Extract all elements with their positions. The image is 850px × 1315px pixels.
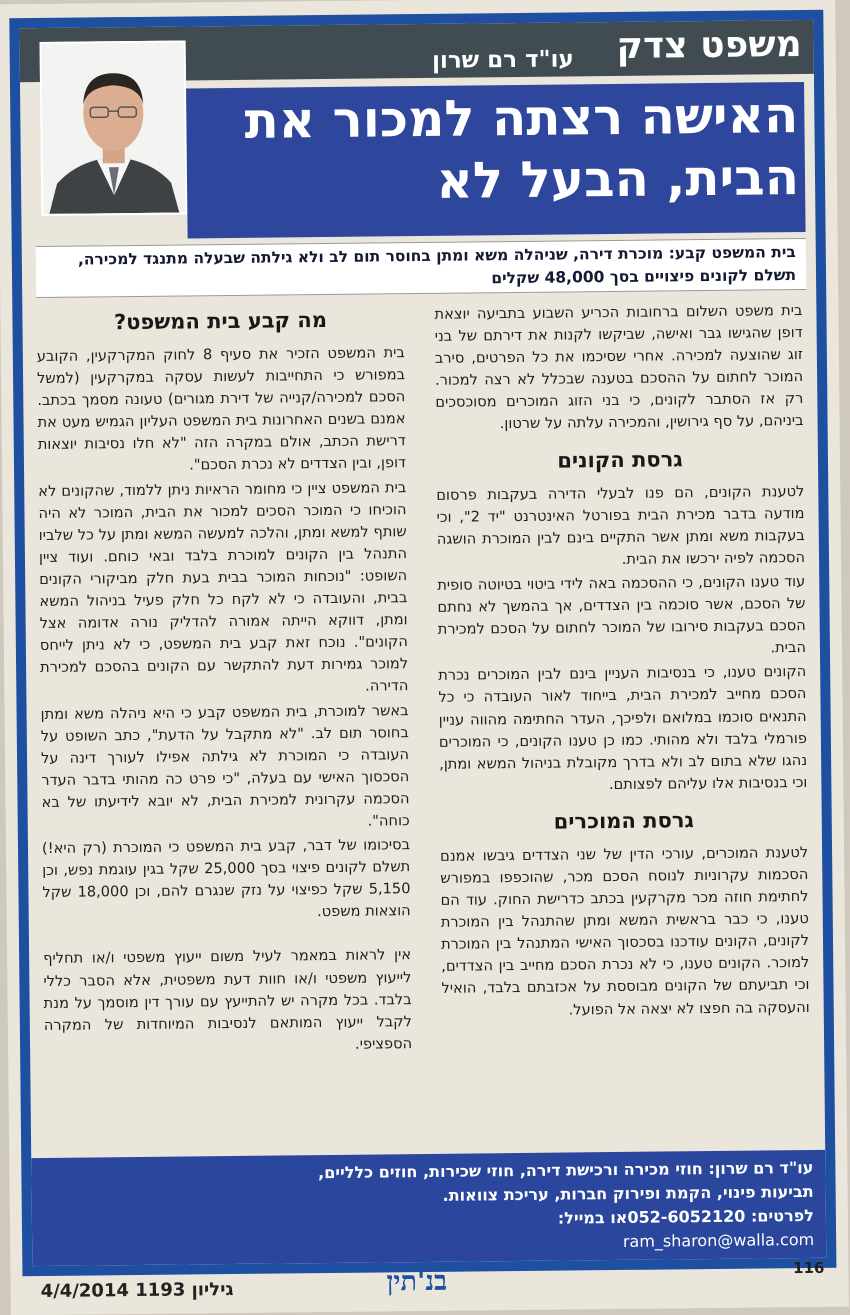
subheadline-box	[36, 238, 807, 298]
buyers-paragraph-1: לטענת הקונים, הם פנו לבעלי הדירה בעקבות פרסום מודעה בדבר מכירת הבית בפורטל האינטרנט "יד 2", וכי בעקבות משא ומתן אשר התקיים בינם לבין המוכרת הושגה הסכמה לפיה ירכשו את הבית.	[436, 481, 805, 573]
ruling-paragraph-1: בית המשפט הזכיר את סעיף 8 לחוק המקרקעין, הקובע במפורש כי התחייבות לעשות עסקה במקרקעין (למשל הסכם למכירה/קנייה של דירת מגורים) טעונה מסמך בכתב. אמנם בשנים האחרונות בית המשפט העליון הגמיש מעט את דרישת הכתב, אולם במקרה הזה "לא חלו נסיבות יוצאות דופן, ובין הצדדים לא נכרת הסכם".	[37, 342, 406, 478]
ruling-paragraph-4: בסיכומו של דבר, קבע בית המשפט כי המוכרת (רק היא!) תשלם לקונים פיצוי בסך 25,000 שקל בגין עוגמת נפש, וכן 5,150 שקל כפיצוי על נזק שנגרם להם, וכן 18,000 שקל הוצאות משפט.	[42, 834, 411, 926]
issue-date: גיליון 1193 4/4/2014	[41, 1279, 234, 1302]
services-line-1: עו"ד רם שרון: חוזי מכירה ורכישת דירה, חוזי שכירות, חוזים כלליים,	[43, 1156, 813, 1188]
column-title: משפט צדק	[616, 22, 802, 70]
article-headline: האישה רצתה למכור את הבית, הבעל לא	[198, 84, 799, 214]
article-body	[19, 20, 826, 1266]
sellers-version-heading: גרסת המוכרים	[440, 804, 808, 838]
author-portrait-image	[42, 42, 186, 213]
or-email-label: או במייל:	[558, 1208, 628, 1228]
contact-email: ram_sharon@walla.com	[623, 1230, 814, 1251]
right-column	[434, 300, 810, 1024]
contact-footer	[31, 1150, 826, 1266]
headline-banner	[186, 82, 806, 238]
article-frame	[9, 10, 836, 1276]
contact-phone: 052-6052120	[627, 1207, 745, 1227]
details-label: לפרטים:	[751, 1206, 814, 1226]
column-author: עו"ד רם שרון	[432, 44, 574, 75]
buyers-version-heading: גרסת הקונים	[436, 443, 804, 477]
page-number: 116	[793, 1259, 824, 1277]
court-ruling-heading: מה קבע בית המשפט?	[36, 304, 404, 338]
services-line-2: תביעות פינוי, הקמת ופירוק חברות, עריכת צוואות.	[44, 1180, 814, 1212]
intro-paragraph: בית משפט השלום ברחובות הכריע השבוע בתביעה יוצאת דופן שהגישו גבר ואישה, שביקשו לקנות את דירתם של בני זוג שהוצעה למכירה. אחרי שסיכמו את כל הפרטים, סירב המוכר לחתום על ההסכם בטענה שבכלל לא רצה למכור. רק אז הסתבר לקונים, כי בני הזוג המוכרים מסוכסכים ביניהם, על סף גירושין, והמכירה עלתה על שרטון.	[434, 300, 803, 436]
ruling-paragraph-3: באשר למוכרת, בית המשפט קבע כי היא ניהלה משא ומתן בחוסר תום לב. "לא מתקבל על הדעת", כתב השופט על העובדה כי המוכרת לא גילתה אפילו לעורך דינה על הסכסוך האישי עם בעלה, "כי פרט כה מהותי בדבר העדר הסכמה עקרונית למכירת הבית, לא יובא לידיעתו של בא כוחה".	[40, 700, 409, 836]
buyers-paragraph-3: הקונים טענו, כי בנסיבות העניין בינם לבין המוכרים נכרת הסכם מחייב למכירת הבית, בייחוד לאור העובדה כי כל התנאים סוכמו במלואם ולפיכך, העדר החתימה מהווה עניין פורמלי בלבד ולא מהותי. כמו כן טענו הקונים, כי המוכרים נהגו שלא בתום לב ולא בדרך מקובלת בניהול המשא ומתן, וכי בנסיבות אלו עליהם לפצותם.	[438, 661, 807, 797]
legal-disclaimer: אין לראות במאמר לעיל משום ייעוץ משפטי ו/או תחליף לייעוץ משפטי ו/או חוות דעת משפטית, אלא הסבר כללי בלבד. בכל מקרה יש להתייעץ עם עורך דין מוסמך על מנת לקבל ייעוץ המותאם לנסיבות המיוחדות של המקרה הספציפי.	[43, 945, 412, 1059]
ruling-paragraph-2: בית המשפט ציין כי מחומר הראיות ניתן ללמוד, שהקונים לא הוכיחו כי המוכר הסכים למכור את הבית, המוכר לא היה שותף למשא ומתן, והלכה למעשה המשא ומתן על כל שלביו התנהל בין הקונים למוכרת בלבד ובאי כוחם. ועוד ציין השופט: "נוכחות המוכר בבית בעת חלק מביקורי הקונים בבית, והעובדה כי לא לקח כל חלק פעיל בניהול המשא ומתן, דווקא הייתה אמורה להדליק נורה אדומה אצל הקונים". נוכח זאת קבע בית המשפט, כי לא ניתן לייחס למוכר גמירות דעת להתקשר עם הקונים בהסכם למכירת הדירה.	[38, 477, 408, 702]
author-photo	[40, 40, 188, 216]
left-column	[36, 304, 412, 1061]
buyers-paragraph-2: עוד טענו הקונים, כי ההסכמה באה לידי ביטוי בטיוטה סופית של הסכם, אשר סוכמה בין הצדדים, אך בהמשך לא נחתם הסכם בעקבות סירובו של המוכר לחתום על הסכם למכירת הבית.	[437, 571, 806, 663]
publication-logo: בנ'תין	[386, 1266, 447, 1298]
article-subheadline: בית המשפט קבע: מוכרת דירה, שניהלה משא ומתן בחוסר תום לב ולא גילתה שבעלה מתנגד למכירה, תשלם לקונים פיצויים בסך 48,000 שקלים	[46, 241, 796, 295]
sellers-paragraph-1: לטענת המוכרים, עורכי הדין של שני הצדדים גיבשו אמנם הסכמות עקרוניות לנוסח הסכם מכר, שהוכפפו במפורש לחתימת חוזה מכר מקרקעין בכתב כדרישת החוק. עוד הם טענו, כי כבר בראשית המשא ומתן שהתנהל בין המוכרת לקונים, הקונים עודכנו בסכסוך האישי המתנהל בין המוכרת למוכר. הקונים טענו, כי לא נכרת הסכם מחייב בין הצדדים, וכי תביעתם של הקונים מבוססת על אכזבתם בלבד, הואיל והעסקה בה חפצו לא יצאה אל הפועל.	[440, 842, 810, 1023]
